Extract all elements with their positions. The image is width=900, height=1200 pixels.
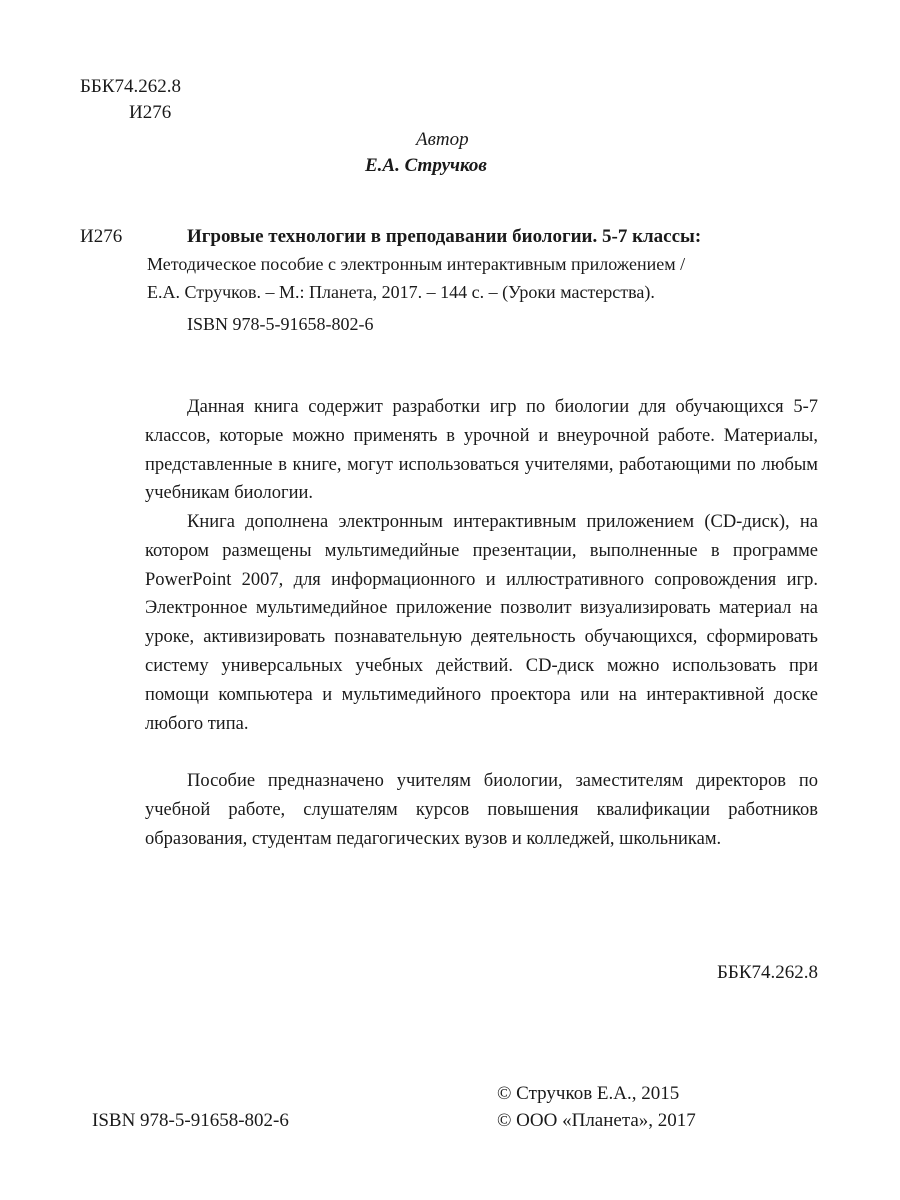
author-mark: И276 — [129, 102, 172, 123]
bibliographic-line-2: Е.А. Стручков. – М.: Планета, 2017. – 144 с. – (Уроки мастерства). — [147, 282, 655, 302]
catalog-isbn: ISBN 978-5-91658-802-6 — [187, 314, 374, 334]
bibliographic-line-1: Методическое пособие с электронным интерактивным приложением / — [147, 254, 686, 274]
book-title: Игровые технологии в преподавании биологии. 5-7 классы: — [187, 226, 702, 247]
copyright-publisher: © ООО «Планета», 2017 — [497, 1110, 696, 1131]
author-name: Е.А. Стручков — [365, 155, 487, 176]
annotation-paragraph-3: Пособие предназначено учителям биологии, заместителям директоров по учебной работе, слушателям курсов повышения квалификации работников образования, студентам педагогических вузов и колледжей, школьникам. — [145, 771, 818, 849]
isbn-footer: ISBN 978-5-91658-802-6 — [92, 1110, 289, 1131]
annotation-paragraph-1: Данная книга содержит разработки игр по биологии для обучающихся 5-7 классов, которые можно применять в урочной и внеурочной работе. Материалы, представленные в книге, могут использоваться учителями, работающими по любым учебникам биологии. — [145, 397, 818, 504]
author-label: Автор — [416, 129, 469, 150]
catalog-code: И276 — [80, 226, 123, 247]
copyright-author: © Стручков Е.А., 2015 — [497, 1083, 680, 1104]
bbk-code: ББК74.262.8 — [80, 76, 181, 97]
bbk-footer: ББК74.262.8 — [717, 962, 818, 983]
annotation-paragraph-2: Книга дополнена электронным интерактивным приложением (CD-диск), на котором размещены мультимедийные презентации, выполненные в программе PowerPoint 2007, для информационного и иллюстративного сопровождения игр. Электронное мультимедийное приложение позволит визуализировать материал на уроке, активизировать познавательную деятельность обучающихся, сформировать систему универсальных учебных действий. CD-диск можно использовать при помощи компьютера и мультимедийного проектора или на интерактивной доске любого типа. — [145, 512, 818, 734]
